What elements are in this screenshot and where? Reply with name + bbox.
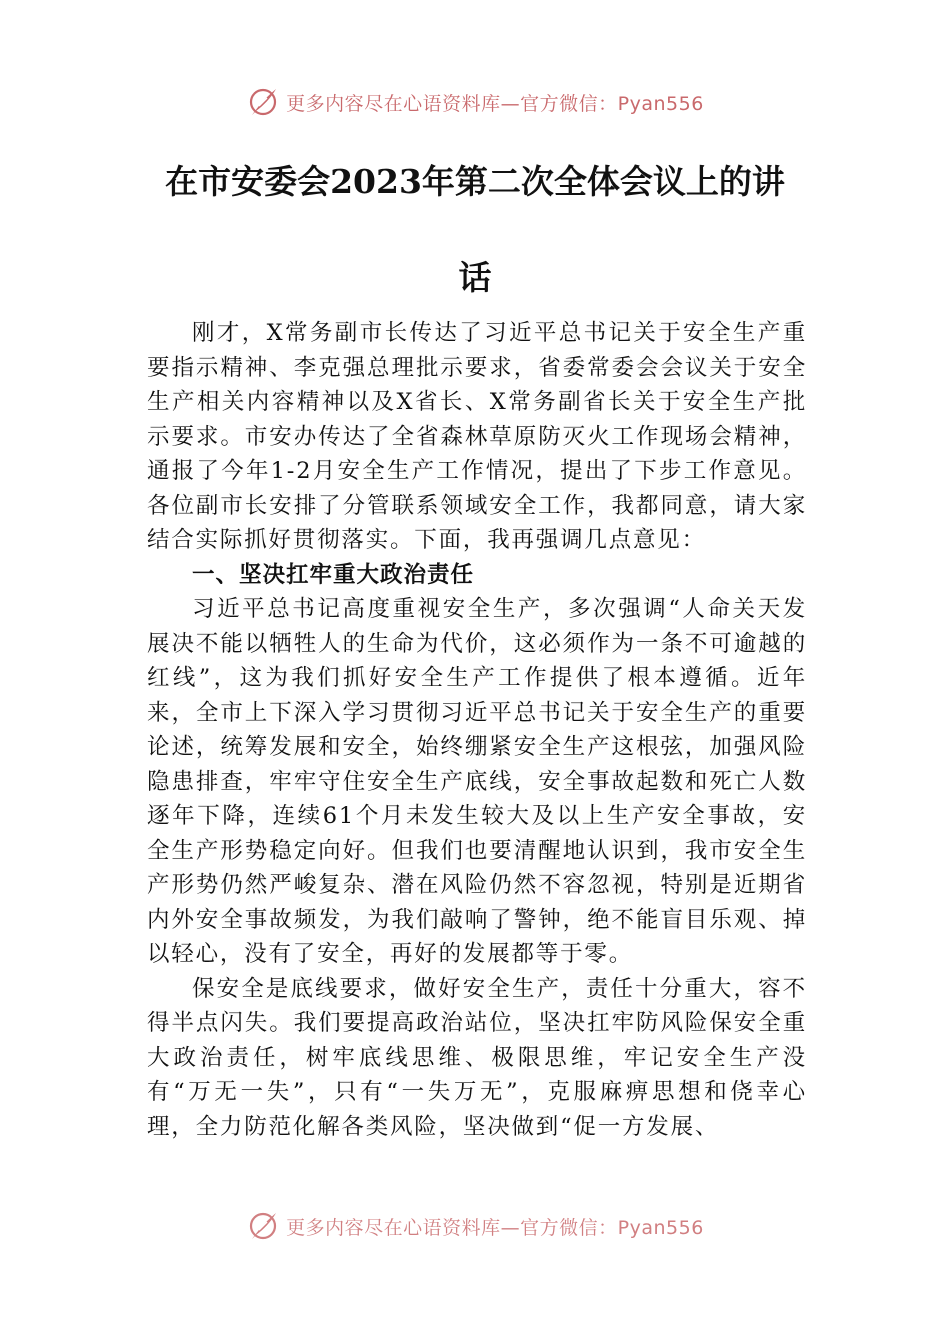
footer-watermark-text: 更多内容尽在心语资料库—官方微信：Pyan556: [286, 1216, 704, 1239]
quill-logo-icon-footer: [246, 1209, 280, 1243]
section-heading-1: 一、坚决扛牢重大政治责任: [192, 561, 475, 588]
header-watermark-text: 更多内容尽在心语资料库—官方微信：Pyan556: [286, 92, 704, 115]
body-paragraph-3: 保安全是底线要求，做好安全生产，责任十分重大，容不得半点闪失。我们要提高政治站位，坚决扛牢防风险保安全重大政治责任，树牢底线思维、极限思维，牢记安全生产没有“万无一失”，只有“一失万无”，克服麻痹思想和侥幸心理，全力防范化解各类风险，坚决做到“促一方发展、: [147, 975, 807, 1140]
footer-watermark-banner: [0, 1206, 950, 1246]
header-watermark-banner: [0, 82, 950, 122]
document-title-line-2: 话: [458, 258, 492, 297]
document-title-line-1: 在市安委会2023年第二次全体会议上的讲: [165, 162, 785, 201]
body-paragraph-2: 习近平总书记高度重视安全生产，多次强调“人命关天发展决不能以牺牲人的生命为代价，这必须作为一条不可逾越的红线”，这为我们抓好安全生产工作提供了根本遵循。近年来，全市上下深入学习贯彻习近平总书记关于安全生产的重要论述，统筹发展和安全，始终绷紧安全生产这根弦，加强风险隐患排查，牢牢守住安全生产底线，安全事故起数和死亡人数逐年下降，连续61个月未发生较大及以上生产安全事故，安全生产形势稳定向好。但我们也要清醒地认识到，我市安全生产形势仍然严峻复杂、潜在风险仍然不容忽视，特别是近期省内外安全事故频发，为我们敲响了警钟，绝不能盲目乐观、掉以轻心，没有了安全，再好的发展都等于零。: [147, 596, 807, 967]
body-paragraph-intro: 刚才，X常务副市长传达了习近平总书记关于安全生产重要指示精神、李克强总理批示要求，省委常委会会议关于安全生产相关内容精神以及X省长、X常务副省长关于安全生产批示要求。市安办传达了全省森林草原防灭火工作现场会精神，通报了今年1-2月安全生产工作情况，提出了下步工作意见。各位副市长安排了分管联系领域安全工作，我都同意，请大家结合实际抓好贯彻落实。下面，我再强调几点意见：: [147, 320, 807, 553]
quill-logo-icon: [246, 85, 280, 119]
document-body: [147, 316, 807, 1144]
